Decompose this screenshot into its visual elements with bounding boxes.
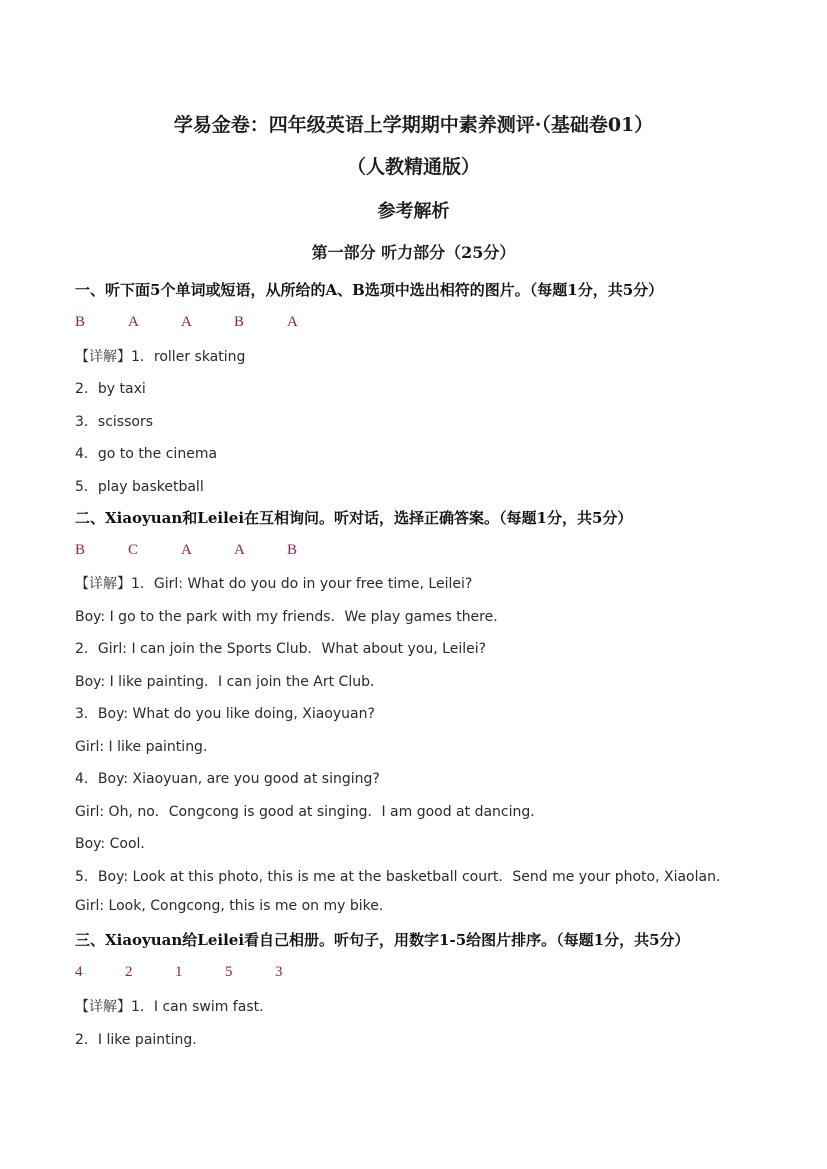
answer: B (234, 314, 245, 330)
answer: B (287, 542, 298, 558)
detail-line: 2．I like painting. (75, 1032, 197, 1048)
detail-text: 1．I can swim fast. (131, 999, 264, 1015)
part-title: 第一部分 听力部分（25分） (311, 243, 516, 262)
detail-line: 4．go to the cinema (75, 446, 218, 462)
answer: A (128, 314, 139, 330)
detail-line: 5．play basketball (75, 479, 204, 495)
answer: C (128, 542, 139, 558)
detail-line: 4．Boy: Xiaoyuan, are you good at singing? (75, 771, 380, 787)
detail-line: 5．Boy: Look at this photo, this is me at the basketball court．Send me your photo, Xiaolan． (75, 869, 730, 885)
answer: A (287, 314, 298, 330)
answer: 2 (125, 964, 133, 980)
detail-line (75, 346, 245, 366)
detail-line (75, 996, 264, 1016)
detail-line (75, 573, 472, 593)
detail-line: Girl: I like painting． (75, 739, 217, 755)
answer: 5 (225, 964, 233, 980)
detail-line: Boy: I go to the park with my friends．We play games there． (75, 609, 508, 625)
detail-line: 3．Boy: What do you like doing, Xiaoyuan? (75, 706, 375, 722)
edition-label: （人教精通版） (346, 156, 480, 178)
detail-line: Boy: I like painting．I can join the Art Club． (75, 674, 384, 690)
section-3-heading: 三、Xiaoyuan给Leilei看自己相册。听句子，用数字1-5给图片排序。（每题1分，共5分） (75, 931, 690, 949)
detail-text: 1．Girl: What do you do in your free time, Leilei? (131, 576, 473, 592)
detail-line: Girl: Oh, no．Congcong is good at singing．I am good at dancing． (75, 804, 545, 820)
detail-line: 2．Girl: I can join the Sports Club．What about you, Leilei? (75, 641, 487, 657)
detail-line: Girl: Look, Congcong, this is me on my bike. (75, 898, 384, 914)
answer: 4 (75, 964, 83, 980)
section-3-answers (75, 964, 325, 981)
section-2-answers (75, 542, 340, 559)
answer: B (75, 542, 86, 558)
section-2-heading: 二、Xiaoyuan和Leilei在互相询问。听对话，选择正确答案。（每题1分，共5分） (75, 509, 633, 527)
detail-line: Boy: Cool． (75, 836, 155, 852)
detail-text: 1．roller skating (131, 349, 246, 365)
detail-label: 【详解】 (75, 576, 131, 592)
detail-label: 【详解】 (75, 349, 131, 365)
answer: A (234, 542, 245, 558)
answer: 1 (175, 964, 183, 980)
answer: 3 (275, 964, 283, 980)
detail-label: 【详解】 (75, 999, 131, 1015)
answer: A (181, 314, 192, 330)
section-1-answers (75, 314, 340, 331)
section-1-heading: 一、听下面5个单词或短语，从所给的A、B选项中选出相符的图片。（每题1分，共5分） (75, 281, 664, 299)
answer: B (75, 314, 86, 330)
detail-line: 2．by taxi (75, 381, 146, 397)
answer: A (181, 542, 192, 558)
document-subtitle: 参考解析 (377, 201, 450, 222)
document-title: 学易金卷：四年级英语上学期期中素养测评·（基础卷01） (173, 114, 654, 136)
detail-line: 3．scissors (75, 414, 153, 430)
